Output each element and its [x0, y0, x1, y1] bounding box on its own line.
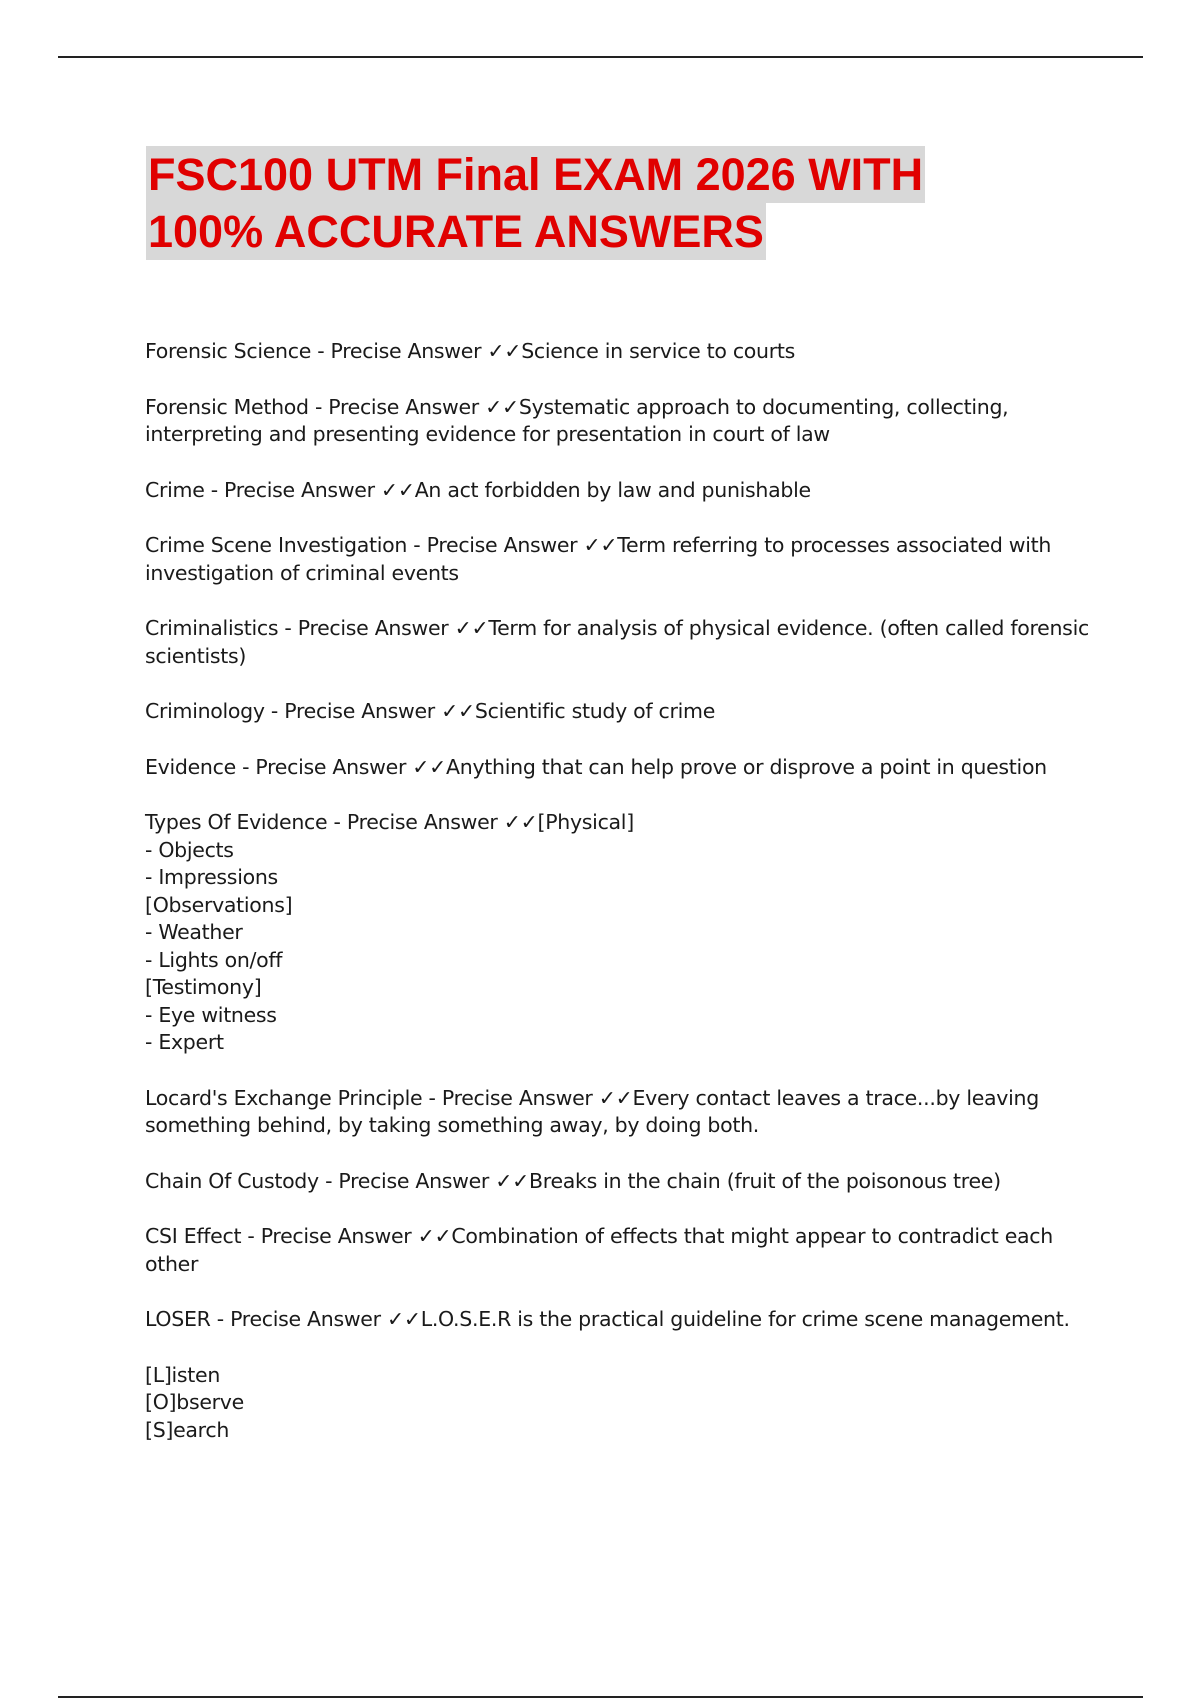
qa-line: Locard's Exchange Principle - Precise Answer ✓✓Every contact leaves a trace...by leaving	[145, 1085, 1039, 1110]
qa-entry	[145, 477, 1100, 505]
qa-line: LOSER - Precise Answer ✓✓L.O.S.E.R is the practical guideline for crime scene management.	[145, 1307, 1070, 1331]
qa-line: - Lights on/off	[145, 947, 283, 972]
qa-line: Criminology - Precise Answer ✓✓Scientific study of crime	[145, 699, 716, 723]
qa-line: - Eye witness	[145, 1002, 277, 1027]
qa-line: Forensic Science - Precise Answer ✓✓Science in service to courts	[145, 339, 795, 363]
qa-line: [Observations]	[145, 892, 293, 917]
qa-line: Evidence - Precise Answer ✓✓Anything that can help prove or disprove a point in question	[145, 754, 1047, 779]
question-answer-list	[145, 338, 1100, 1472]
title-line: 100% ACCURATE ANSWERS	[146, 203, 766, 260]
qa-entry	[145, 1362, 1100, 1445]
qa-entry	[145, 1223, 1100, 1278]
qa-entry	[145, 698, 1100, 726]
document-title	[146, 146, 1146, 260]
qa-line: [Testimony]	[145, 975, 262, 999]
qa-entry	[145, 809, 1100, 1057]
qa-line: Criminalistics - Precise Answer ✓✓Term for analysis of physical evidence. (often called forensic	[145, 616, 1089, 640]
qa-line: interpreting and presenting evidence for presentation in court of law	[145, 422, 830, 446]
qa-entry	[145, 1085, 1100, 1140]
qa-line: CSI Effect - Precise Answer ✓✓Combination of effects that might appear to contradict each	[145, 1224, 1053, 1248]
title-line: FSC100 UTM Final EXAM 2026 WITH	[146, 146, 925, 203]
qa-line: Chain Of Custody - Precise Answer ✓✓Breaks in the chain (fruit of the poisonous tree)	[145, 1168, 1001, 1193]
qa-line: - Impressions	[145, 865, 278, 889]
qa-line: Forensic Method - Precise Answer ✓✓Systematic approach to documenting, collecting,	[145, 394, 1009, 419]
qa-line: something behind, by taking something away, by doing both.	[145, 1113, 759, 1137]
qa-entry	[145, 615, 1100, 670]
qa-entry	[145, 394, 1100, 449]
qa-line: [O]bserve	[145, 1390, 244, 1414]
qa-line: investigation of criminal events	[145, 560, 459, 585]
qa-entry	[145, 1168, 1100, 1196]
qa-line: - Objects	[145, 837, 234, 862]
qa-line: Crime - Precise Answer ✓✓An act forbidden by law and punishable	[145, 477, 811, 502]
qa-entry	[145, 338, 1100, 366]
qa-line: Crime Scene Investigation - Precise Answer ✓✓Term referring to processes associated with	[145, 533, 1052, 557]
qa-entry	[145, 1306, 1100, 1334]
qa-line: Types Of Evidence - Precise Answer ✓✓[Physical]	[145, 810, 634, 834]
qa-line: scientists)	[145, 643, 247, 668]
qa-entry	[145, 754, 1100, 782]
bottom-rule	[58, 1696, 1143, 1698]
qa-line: [S]earch	[145, 1417, 230, 1442]
qa-entry	[145, 532, 1100, 587]
qa-line: - Expert	[145, 1030, 224, 1054]
qa-line: other	[145, 1251, 199, 1276]
qa-line: - Weather	[145, 920, 243, 944]
qa-line: [L]isten	[145, 1362, 221, 1387]
top-rule	[58, 56, 1143, 58]
